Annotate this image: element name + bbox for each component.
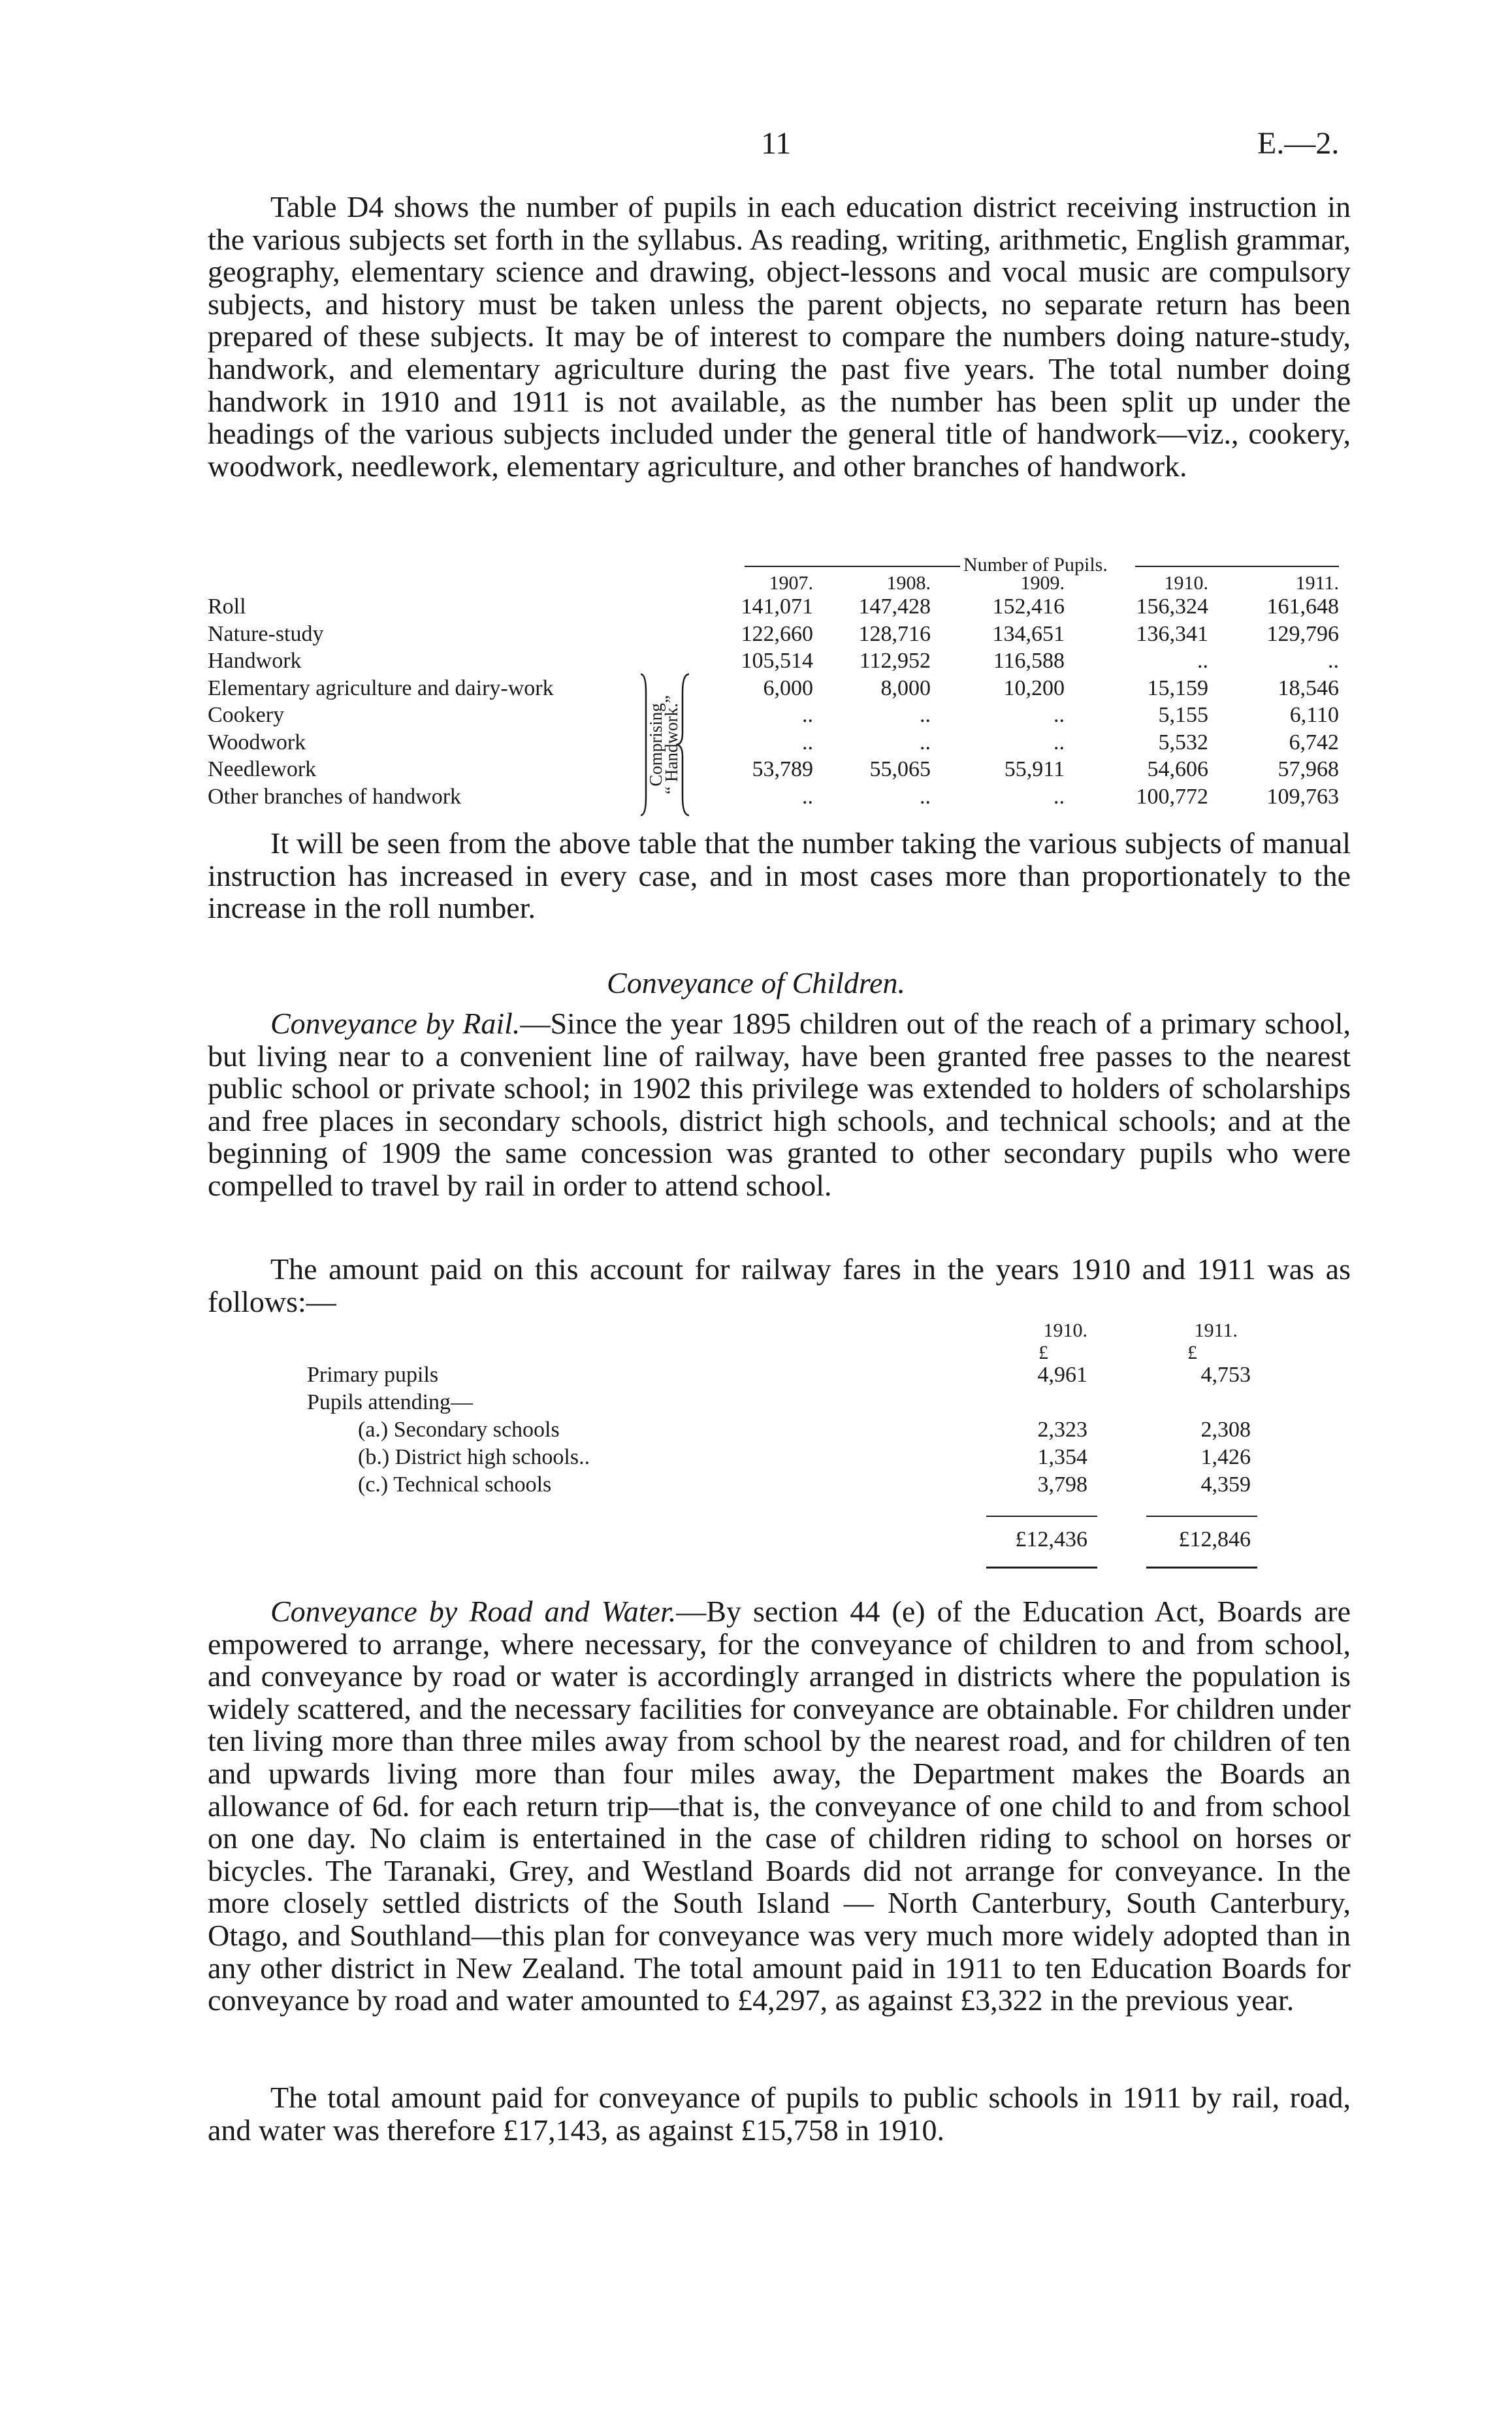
pupils-cell: .. — [920, 785, 931, 809]
fares-paragraph: The amount paid on this account for railway fares in the years 1910 and 1911 was as follows:— — [208, 1252, 1351, 1318]
road-lead: Conveyance by Road and Water. — [270, 1595, 677, 1628]
pupils-cell: 8,000 — [880, 676, 931, 700]
pupils-cell: .. — [1054, 785, 1065, 809]
pupils-cell: 122,660 — [741, 622, 813, 646]
final-paragraph: The total amount paid for conveyance of pupils to public schools in 1911 by rail, road, and water was therefore £17,143, as against £15,758 in 1910. — [208, 2081, 1351, 2147]
fares-total-1911: £12,846 — [1178, 1527, 1251, 1552]
pupils-cell: 116,588 — [993, 649, 1065, 673]
pupils-cell: 57,968 — [1278, 757, 1339, 781]
pupils-cell: 55,911 — [1004, 757, 1065, 781]
pupils-cell: 105,514 — [741, 649, 813, 673]
pupils-cell: 5,532 — [1158, 730, 1208, 755]
fares-subtotal-rule-1910 — [986, 1516, 1097, 1517]
after-table-paragraph: It will be seen from the above table that the number taking the various subjects of manual instruction has increased in every case, and in most cases more than proportionately to the increase in the roll number. — [208, 826, 1351, 925]
fares-cell: 4,961 — [1037, 1363, 1087, 1387]
fares-total-1910: £12,436 — [1015, 1527, 1087, 1552]
road-body: —By section 44 (e) of the Education Act, Boards are empowered to arrange, where necessary, for the conveyance of children to and from school, and conveyance by road or water is accordingly arranged in districts where the population is widely scattered, and the necessary facilities for conveyance are obtainable. For children under ten living more than three miles away from school by the nearest road, and for children of ten and upwards living more than four miles away, the Department makes the Boards an allowance of 6d. for each return trip—that is, the conveyance of one child to and from school on one day. No claim is entertained in the case of children riding to school on horses or bicycles. The Taranaki, Grey, and Westland Boards did not arrange for conveyance. In the more closely settled districts of the South Island — North Canterbury, South Canterbury, Otago, and Southland—this plan for conveyance was very much more widely adopted than in any other district in New Zealand. The total amount paid in 1911 to ten Education Boards for conveyance by road and water amounted to £4,297, as against £3,322 in the previous year. — [208, 1595, 1351, 2017]
pupils-cell: 54,606 — [1147, 757, 1208, 781]
pupils-cell: .. — [920, 730, 931, 755]
group-header: Number of Pupils. — [963, 554, 1108, 576]
pupils-cell: .. — [802, 703, 813, 727]
fares-row-label: Primary pupils — [307, 1363, 439, 1387]
page-number: 11 — [761, 126, 792, 161]
pupils-cell: 128,716 — [858, 622, 931, 646]
year-1907: 1907. — [769, 572, 813, 594]
intro-paragraph: Table D4 shows the number of pupils in each education district receiving instruction in the various subjects set forth in the syllabus. As reading, writing, arithmetic, English grammar, geography, elementary science and drawing, object-lessons and vocal music are compulsory subjects, and history must be taken unless the parent objects, no separate return has been prepared of these subjects. It may be of interest to compare the numbers doing nature-study, handwork, and elementary agriculture during the past five years. The total number doing handwork in 1910 and 1911 is not available, as the number has been split up under the headings of the various subjects included under the general title of handwork—viz., cookery, woodwork, needlework, elementary agriculture, and other branches of handwork. — [208, 190, 1351, 483]
pupils-cell: 156,324 — [1136, 594, 1208, 619]
pupils-cell: .. — [802, 730, 813, 755]
fares-cell: 2,323 — [1037, 1418, 1087, 1442]
pupils-cell: .. — [802, 785, 813, 809]
rail-body: —Since the year 1895 children out of the reach of a primary school, but living near to a convenient line of railway, have been granted free passes to the nearest public school or private school; in 1902 this privilege was extended to holders of scholarships and free places in secondary schools, district high schools, and technical schools; and at the beginning of 1909 the same concession was granted to other secondary pupils who were compelled to travel by rail in order to attend school. — [208, 1007, 1351, 1202]
year-1910: 1910. — [1164, 572, 1208, 594]
fares-row-label: (a.) Secondary schools — [358, 1418, 560, 1442]
document-reference: E.—2. — [1257, 126, 1340, 161]
pupils-cell: 55,065 — [869, 757, 931, 781]
pupils-cell: 18,546 — [1278, 676, 1339, 700]
pupils-row-label: Nature-study — [208, 622, 324, 646]
section-heading: Conveyance of Children. — [607, 966, 905, 1000]
pupils-cell: 134,651 — [992, 622, 1065, 646]
pupils-cell: 6,742 — [1289, 730, 1339, 755]
fares-cell: 1,426 — [1200, 1445, 1251, 1469]
rail-lead: Conveyance by Rail. — [270, 1007, 521, 1040]
pupils-row-label: Handwork — [208, 649, 302, 673]
fares-cell: 4,753 — [1200, 1363, 1251, 1387]
fares-cell: 4,359 — [1200, 1472, 1251, 1497]
group-rule-left — [745, 566, 960, 567]
group-rule-right — [1135, 566, 1339, 567]
fares-cell: 1,354 — [1037, 1445, 1087, 1469]
fares-cell: 3,798 — [1037, 1472, 1087, 1497]
year-1911: 1911. — [1295, 572, 1339, 594]
year-1909: 1909. — [1020, 572, 1065, 594]
fares-currency-1911: £ — [1187, 1342, 1197, 1363]
pupils-cell: 152,416 — [992, 594, 1065, 619]
bracket-left-curve — [641, 674, 646, 815]
pupils-cell: 6,110 — [1289, 703, 1339, 727]
pupils-cell: .. — [1054, 730, 1065, 755]
fares-row-label: (c.) Technical schools — [358, 1472, 552, 1497]
pupils-cell: 136,341 — [1136, 622, 1208, 646]
pupils-cell: 100,772 — [1136, 785, 1208, 809]
pupils-cell: 147,428 — [858, 594, 931, 619]
pupils-row-label: Woodwork — [208, 730, 306, 755]
rail-paragraph — [208, 1007, 1351, 1202]
pupils-cell: 109,763 — [1266, 785, 1339, 809]
road-paragraph — [208, 1595, 1351, 2017]
fares-year-1910: 1910. — [1043, 1320, 1087, 1341]
pupils-row-label: Elementary agriculture and dairy-work — [208, 676, 554, 700]
pupils-cell: 141,071 — [741, 594, 813, 619]
fares-currency-1910: £ — [1038, 1342, 1048, 1363]
year-1908: 1908. — [886, 572, 931, 594]
pupils-cell: 5,155 — [1158, 703, 1208, 727]
pupils-cell: 15,159 — [1147, 676, 1208, 700]
fares-subtotal-rule-1911 — [1146, 1516, 1257, 1517]
pupils-cell: .. — [1054, 703, 1065, 727]
fares-row-label: Pupils attending— — [307, 1390, 474, 1414]
pupils-row-label: Roll — [208, 594, 246, 619]
pupils-cell: 129,796 — [1266, 622, 1339, 646]
pupils-cell: 53,789 — [752, 757, 813, 781]
bracket-label-comprising: Comprising — [646, 703, 666, 787]
fares-cell: 2,308 — [1200, 1418, 1251, 1442]
bracket-label-handwork: “ Handwork.” — [662, 695, 681, 794]
pupils-cell: .. — [920, 703, 931, 727]
pupils-row-label: Other branches of handwork — [208, 785, 462, 809]
pupils-cell: 161,648 — [1266, 594, 1339, 619]
pupils-row-label: Cookery — [208, 703, 285, 727]
pupils-cell: 112,952 — [859, 649, 931, 673]
fares-total-rule-1911 — [1146, 1567, 1257, 1569]
fares-row-label: (b.) District high schools.. — [358, 1445, 590, 1469]
pupils-cell: 10,200 — [1003, 676, 1065, 700]
pupils-row-label: Needlework — [208, 757, 317, 781]
fares-total-rule-1910 — [986, 1567, 1097, 1569]
pupils-cell: 6,000 — [763, 676, 813, 700]
handwork-bracket — [637, 673, 702, 818]
fares-year-1911: 1911. — [1194, 1320, 1238, 1341]
pupils-cell: .. — [1197, 649, 1208, 673]
pupils-cell: .. — [1328, 649, 1339, 673]
